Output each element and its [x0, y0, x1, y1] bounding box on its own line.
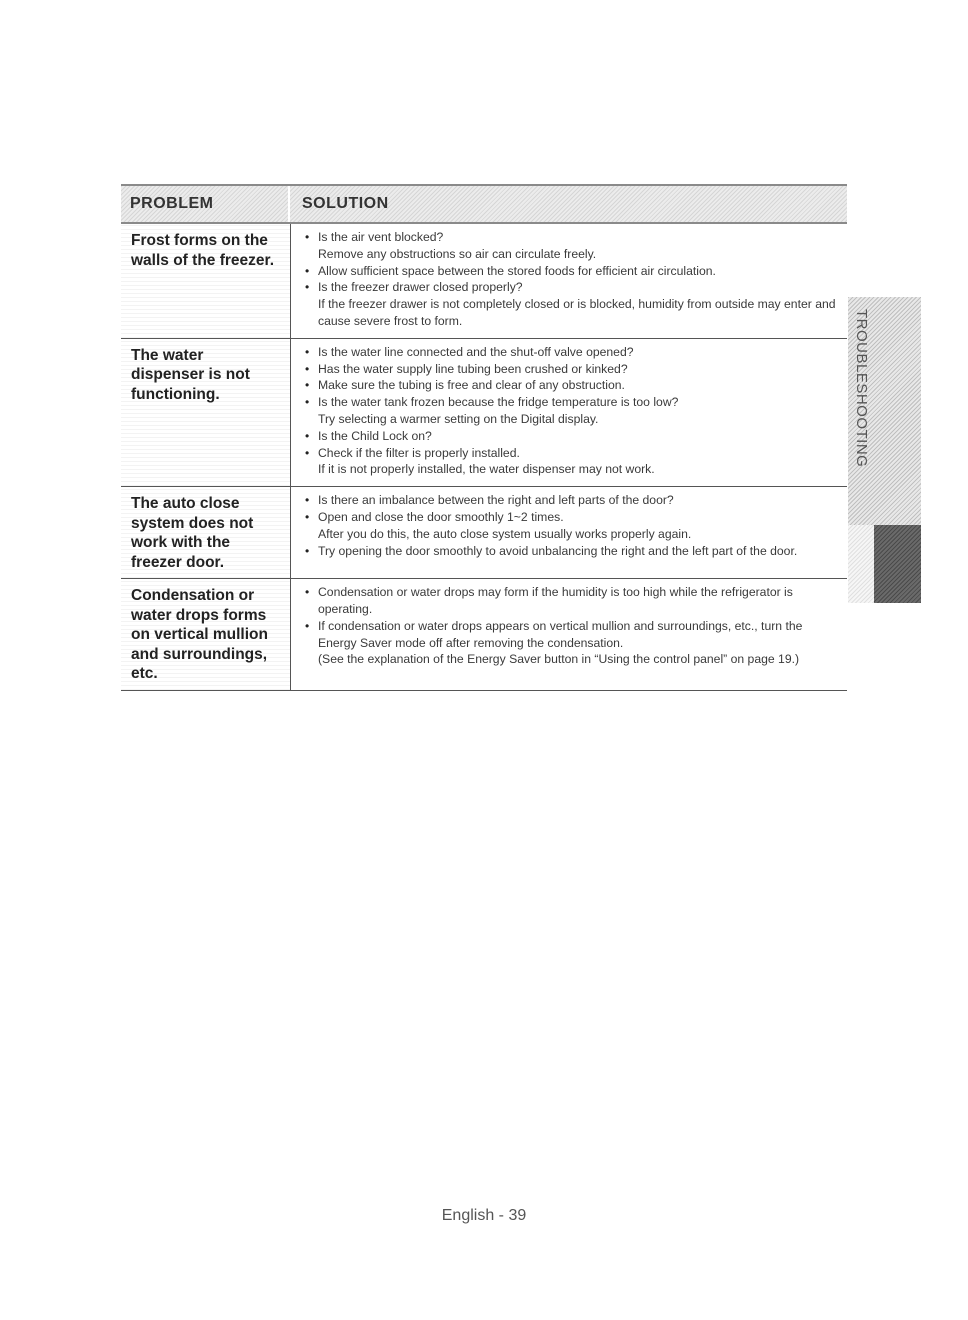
solution-bullet-item: • Check if the filter is properly installed.	[305, 445, 837, 462]
solution-bullet-item: • Has the water supply line tubing been crushed or kinked?	[305, 361, 837, 378]
solution-note: Remove any obstructions so air can circulate freely.	[318, 246, 597, 261]
side-tab-fade	[848, 525, 874, 603]
side-tab-dark-block	[874, 525, 921, 603]
header-solution: SOLUTION	[302, 195, 389, 212]
solution-bullet-item: • Is there an imbalance between the right and left parts of the door?	[305, 492, 837, 509]
table-row	[121, 339, 847, 487]
table-header	[121, 184, 847, 224]
problem-text: The auto close system does not work with the freezer door.	[131, 495, 254, 571]
solution-bullet-item: • Make sure the tubing is free and clear of any obstruction.	[305, 377, 837, 394]
troubleshooting-table	[121, 184, 847, 691]
solution-cell	[291, 339, 847, 486]
solution-bullet-item: • Condensation or water drops may form if the humidity is too high while the refrigerator is operating.	[305, 584, 837, 618]
section-side-tab	[848, 297, 921, 603]
header-problem: PROBLEM	[121, 186, 290, 222]
solution-bullet-item: • Try opening the door smoothly to avoid unbalancing the right and the left part of the door.	[305, 543, 837, 560]
table-row	[121, 579, 847, 691]
solution-note: If the freezer drawer is not completely closed or is blocked, humidity from outside may enter and cause severe frost to form.	[318, 297, 836, 328]
solution-cell	[291, 579, 847, 690]
solution-bullet-item: • If condensation or water drops appears on vertical mullion and surroundings, etc., turn the Energy Saver mode off after removing the condensation.	[305, 618, 837, 652]
solution-note: After you do this, the auto close system usually works properly again.	[318, 526, 692, 541]
table-row	[121, 487, 847, 579]
problem-text: Frost forms on the walls of the freezer.	[131, 232, 274, 269]
solution-cell	[291, 224, 847, 338]
solution-note: (See the explanation of the Energy Saver button in “Using the control panel” on page 19.)	[318, 652, 800, 667]
problem-cell	[121, 339, 291, 486]
solution-bullet-item: • Is the Child Lock on?	[305, 428, 837, 445]
solution-cell	[291, 487, 847, 578]
solution-bullet-item: • Is the water line connected and the shut-off valve opened?	[305, 344, 837, 361]
solution-note: Try selecting a warmer setting on the Digital display.	[318, 411, 599, 426]
problem-cell	[121, 579, 291, 690]
table-row	[121, 224, 847, 339]
solution-bullet-item: • Open and close the door smoothly 1~2 times.	[305, 509, 837, 526]
solution-bullet-item: • Is the water tank frozen because the fridge temperature is too low?	[305, 394, 837, 411]
table-body	[121, 224, 847, 691]
side-tab-label: TROUBLESHOOTING	[853, 309, 870, 468]
solution-note: If it is not properly installed, the water dispenser may not work.	[318, 462, 655, 477]
problem-text: The water dispenser is not functioning.	[131, 346, 250, 403]
problem-cell	[121, 224, 291, 338]
problem-text: Condensation or water drops forms on vertical mullion and surroundings, etc.	[131, 587, 268, 683]
page-number: English - 39	[441, 1207, 527, 1224]
problem-cell	[121, 487, 291, 578]
solution-bullet-item: • Is the air vent blocked?	[305, 229, 837, 246]
solution-bullet-item: • Allow sufficient space between the stored foods for efficient air circulation.	[305, 263, 837, 280]
solution-bullet-item: • Is the freezer drawer closed properly?	[305, 279, 837, 296]
